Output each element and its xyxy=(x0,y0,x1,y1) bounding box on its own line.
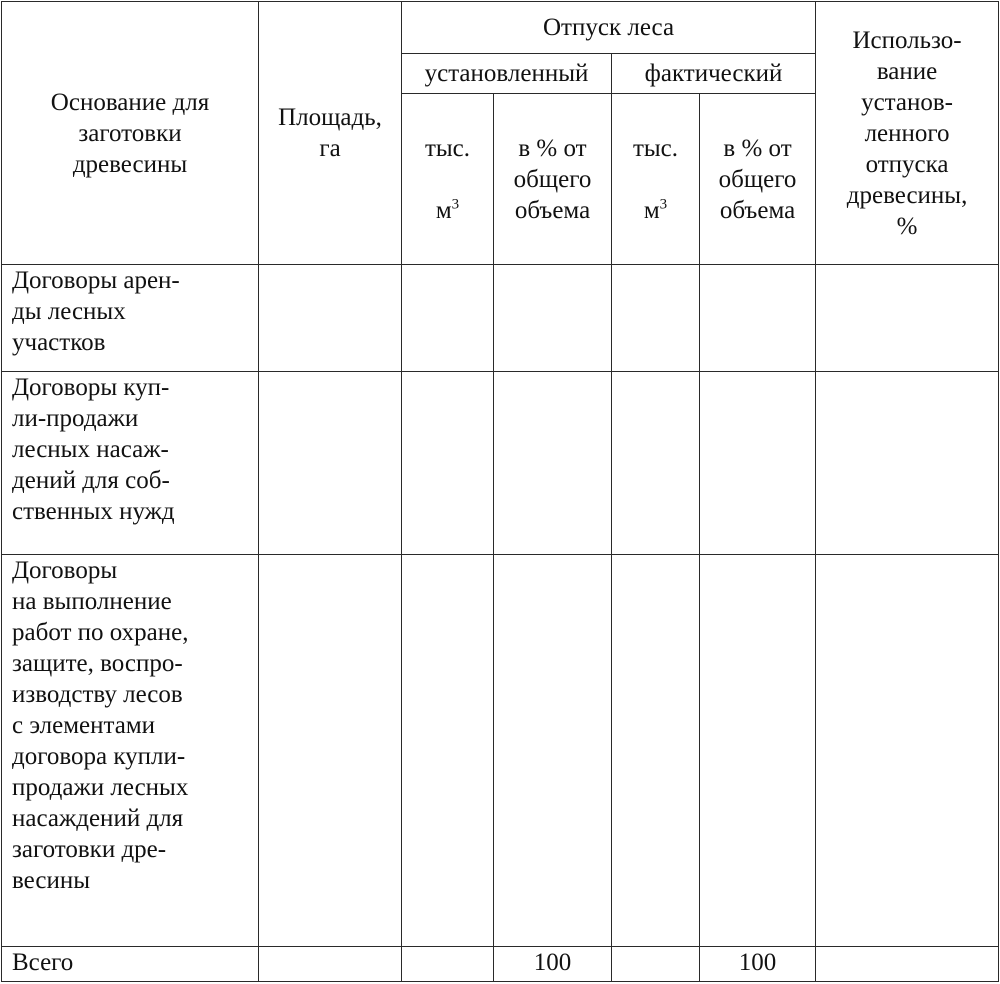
table-cell xyxy=(494,372,612,555)
table-row xyxy=(2,372,999,555)
header-actual-volume xyxy=(612,94,700,265)
table-cell xyxy=(612,372,700,555)
table-cell xyxy=(700,265,816,372)
header-established-volume xyxy=(402,94,494,265)
header-basis: Основание для заготовки древесины xyxy=(2,2,259,265)
header-established: установленный xyxy=(402,54,612,94)
table-cell xyxy=(259,372,402,555)
table-cell xyxy=(402,372,494,555)
header-actual-percent: в % от общего объема xyxy=(700,94,816,265)
table-cell xyxy=(402,555,494,947)
table-cell xyxy=(700,555,816,947)
unit-prefix: тыс. xyxy=(424,134,471,162)
unit-label xyxy=(405,195,490,226)
table-cell xyxy=(494,555,612,947)
table-row xyxy=(2,265,999,372)
header-established-percent: в % от общего объема xyxy=(494,94,612,265)
total-actual-percent: 100 xyxy=(700,947,816,982)
header-area: Площадь, га xyxy=(259,2,402,265)
table-cell xyxy=(612,555,700,947)
total-label: Всего xyxy=(2,947,259,982)
header-row-1 xyxy=(2,2,999,54)
total-established-percent: 100 xyxy=(494,947,612,982)
row-label-lease: Договоры арен- ды лесных участков xyxy=(2,265,259,372)
table-cell xyxy=(816,265,999,372)
unit-base: м xyxy=(435,196,452,224)
table-cell xyxy=(402,947,494,982)
table-cell xyxy=(816,947,999,982)
forest-release-table xyxy=(1,1,999,982)
table-cell xyxy=(259,555,402,947)
unit-superscript: 3 xyxy=(659,196,668,213)
table-cell xyxy=(612,265,700,372)
header-usage: Использо- вание установ- ленного отпуска древесины, % xyxy=(816,2,999,265)
table-cell xyxy=(700,372,816,555)
table-cell xyxy=(816,372,999,555)
table-cell xyxy=(494,265,612,372)
unit-base: м xyxy=(643,196,660,224)
unit-superscript: 3 xyxy=(451,196,460,213)
table-row xyxy=(2,555,999,947)
header-release: Отпуск леса xyxy=(402,2,816,54)
unit-label xyxy=(615,195,696,226)
row-label-own-needs: Договоры куп- ли-продажи лесных насаж- дений для соб- ственных нужд xyxy=(2,372,259,555)
header-actual: фактический xyxy=(612,54,816,94)
table-cell xyxy=(402,265,494,372)
row-label-protection-works: Договоры на выполнение работ по охране, защите, воспро- изводству лесов с элементами договора купли- продажи лесных насаждений для заготовки дре- весины xyxy=(2,555,259,947)
table-cell xyxy=(259,265,402,372)
total-row xyxy=(2,947,999,982)
table-cell xyxy=(612,947,700,982)
table-cell xyxy=(259,947,402,982)
table-cell xyxy=(816,555,999,947)
unit-prefix: тыс. xyxy=(632,134,679,162)
